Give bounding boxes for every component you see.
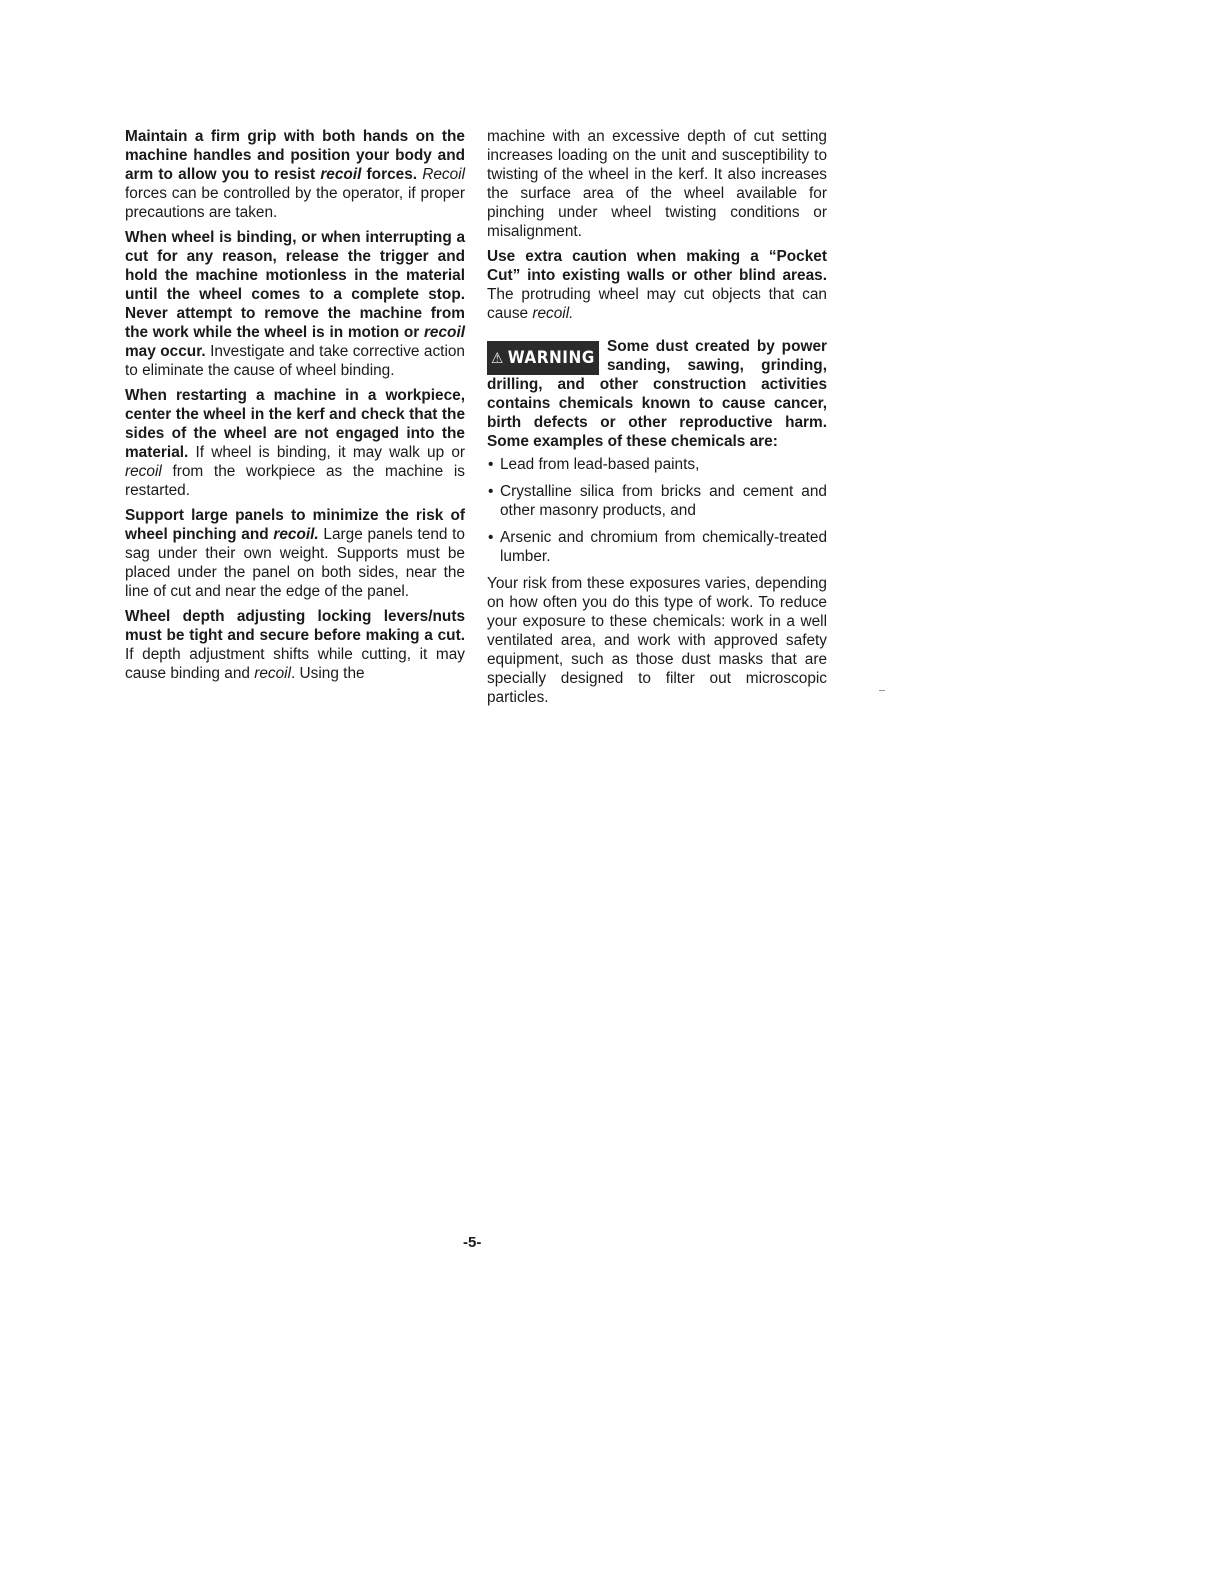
warning-text: Some dust created by power sanding, sawing, grinding, drilling, and other construction activities contains chemicals known to cause cancer, birth defects or other reproductive harm. Some examples of these chemicals are: — [487, 338, 827, 450]
restart-recoil-term: recoil — [125, 463, 162, 480]
depth-heading: Wheel depth adjusting locking levers/nuts must be tight and secure before making a cut. — [125, 608, 465, 644]
pocket-cut-heading: Use extra caution when making a “Pocket Cut” into existing walls or other blind areas. — [487, 248, 827, 284]
grip-heading-end: forces. — [361, 166, 418, 183]
grip-heading: Maintain a firm grip with both hands on the machine handles and position your body and arm to allow you to resist — [125, 128, 465, 183]
depth-body-a: If depth adjustment shifts while cutting, it may cause binding and — [125, 646, 465, 682]
binding-body: Investigate and take corrective action to eliminate the cause of wheel binding. — [125, 343, 465, 379]
warning-block — [487, 337, 827, 451]
pocket-cut-recoil-term: recoil. — [532, 305, 574, 322]
depth-body-b: . Using the — [291, 665, 365, 682]
bullet-icon: • — [488, 456, 494, 473]
binding-paragraph — [125, 228, 465, 380]
binding-heading: When wheel is binding, or when interrupting a cut for any reason, release the trigger and hold the machine motionless in the material until the wheel comes to a complete stop. Never attempt to remove the machine from the work while the wheel is in motion or — [125, 229, 465, 341]
panels-heading-emphasis: recoil. — [273, 526, 319, 543]
scan-mark — [879, 690, 885, 691]
list-item: • Lead from lead-based paints, — [488, 456, 700, 473]
restart-body-a: If wheel is binding, it may walk up or — [188, 444, 465, 461]
right-column — [487, 127, 827, 713]
grip-heading-emphasis: recoil — [320, 166, 362, 183]
excessive-depth-paragraph: machine with an excessive depth of cut setting increases loading on the unit and susceptibility to twisting of the wheel in the kerf. It also increases the surface area of the wheel available for pinching under wheel twisting conditions or misalignment. — [487, 128, 827, 240]
depth-recoil-term: recoil — [254, 665, 291, 682]
restart-heading: When restarting a machine in a workpiece, center the wheel in the kerf and check that the sides of the wheel are not engaged into the material. — [125, 387, 465, 461]
warning-triangle-icon: ⚠ — [491, 349, 504, 367]
panels-body: Large panels tend to sag under their own weight. Supports must be placed under the panel on both sides, near the line of cut and near the edge of the panel. — [125, 526, 465, 600]
page-number: -5- — [463, 1234, 482, 1251]
grip-body: forces can be controlled by the operator, if proper precautions are taken. — [125, 185, 465, 221]
list-item: • Crystalline silica from bricks and cement and other masonry products, and — [488, 483, 827, 519]
bullet-icon: • — [488, 529, 494, 546]
binding-heading-end: may occur. — [125, 343, 206, 360]
grip-recoil-term: Recoil — [422, 166, 465, 183]
restart-body-b: from the workpiece as the machine is restarted. — [125, 463, 465, 499]
binding-heading-emphasis: recoil — [423, 324, 465, 341]
chemicals-list — [487, 455, 827, 566]
left-column — [125, 127, 465, 689]
exposure-paragraph: Your risk from these exposures varies, depending on how often you do this type of work. To reduce your exposure to these chemicals: work in a well ventilated area, and work with approved safety equipment, such as those dust masks that are specially designed to filter out microscopic particles. — [487, 575, 827, 706]
pocket-cut-body: The protruding wheel may cut objects that can cause — [487, 286, 827, 322]
panels-heading: Support large panels to minimize the risk of wheel pinching and — [125, 507, 465, 543]
list-item: • Arsenic and chromium from chemically-treated lumber. — [488, 529, 827, 565]
warning-label: WARNING — [507, 348, 595, 368]
depth-paragraph — [125, 607, 465, 683]
pocket-cut-paragraph — [487, 247, 827, 323]
bullet-icon: • — [488, 483, 494, 500]
panels-paragraph — [125, 506, 465, 601]
warning-badge — [487, 341, 599, 375]
grip-paragraph — [125, 127, 465, 222]
restart-paragraph — [125, 386, 465, 500]
